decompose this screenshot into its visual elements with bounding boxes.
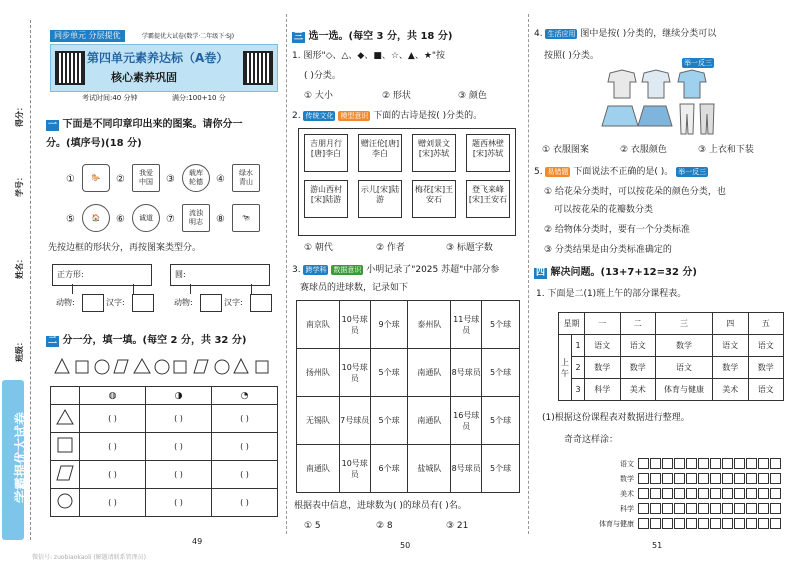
page-subtitle: 核心素养巩固 — [111, 71, 177, 84]
answer-box-circle[interactable] — [170, 264, 270, 286]
score-info: 满分:100+10 分 — [172, 94, 226, 102]
page-divider-1 — [286, 14, 287, 534]
q4-line — [534, 28, 716, 41]
cell: 10号球员 — [339, 445, 370, 493]
tally-label: 科学 — [620, 504, 634, 513]
q2-opt-2[interactable]: ② 作者 — [376, 243, 405, 253]
q4-label: 4. — [534, 29, 543, 39]
tally-label: 语文 — [620, 459, 634, 468]
poem-card: 吉朋月行[唐]李白 — [304, 134, 348, 172]
q2-text: 下面的古诗是按( )分类的。 — [373, 111, 483, 121]
cell: 5个球 — [482, 349, 520, 397]
seal-2: 我爱中国 — [132, 164, 160, 192]
q1-opt-3[interactable]: ③ 颜色 — [458, 91, 487, 101]
tally-label: 体育与健康 — [599, 519, 634, 528]
sec4-num: 四 — [536, 268, 546, 278]
sec4-text: 解决问题。(13+7+12=32 分) — [550, 267, 697, 278]
cell: 扬州队 — [297, 349, 340, 397]
cell: 语文 — [620, 335, 656, 357]
cell: 3 — [572, 379, 585, 401]
page-number-50: 50 — [400, 541, 411, 550]
page-title: 第四单元素养达标（A卷） — [87, 51, 229, 65]
page-51 — [532, 0, 794, 566]
sec4-title — [534, 266, 697, 279]
p1-sub: (1)根据这份课程表对数据进行整理。 — [542, 413, 690, 423]
q1-text2: ( )分类。 — [304, 71, 341, 81]
sec3-text: 选一选。(每空 3 分，共 18 分) — [308, 31, 453, 42]
poem-card: 题西林壁[宋]苏轼 — [466, 134, 510, 172]
sched-head-1: 一 — [585, 313, 621, 335]
box-circle-label: 圆: — [175, 270, 186, 279]
q5-opt-3[interactable]: ③ 分类结果是由分类标准确定的 — [544, 245, 672, 255]
page-number-51: 51 — [652, 541, 663, 550]
seal-num-6: ⑥ — [116, 214, 125, 225]
sub-animal-1: 动物: — [56, 298, 75, 307]
tally-row — [578, 456, 788, 471]
cell[interactable]: ( ) — [146, 461, 212, 489]
q3-opt-2[interactable]: ② 8 — [376, 521, 393, 531]
q2-badge-1: 传统文化 — [305, 112, 334, 120]
th-empty — [51, 387, 80, 405]
goals-table — [296, 300, 520, 493]
q4-badge: 生活应用 — [547, 30, 576, 38]
schedule-table — [558, 312, 784, 401]
seal-num-8: ⑧ — [216, 214, 225, 225]
watermark: 微信号: zuobiaokaoli (解题请联系管理员) — [32, 554, 147, 561]
seal-num-3: ③ — [166, 174, 175, 185]
q4-badge2 — [682, 50, 714, 69]
q2-opt-3[interactable]: ③ 标题字数 — [446, 243, 493, 253]
cell[interactable]: ( ) — [146, 433, 212, 461]
cell[interactable]: ( ) — [212, 405, 278, 433]
cell: 数学 — [585, 357, 621, 379]
seal-num-7: ⑦ — [166, 214, 175, 225]
q3-text2: 赛球员的进球数，记录如下 — [300, 283, 409, 293]
poem-card: 梅花[宋]王安石 — [412, 180, 456, 218]
brand-text: 学霸提优大试卷 — [14, 412, 30, 504]
cell: 南通队 — [408, 349, 451, 397]
q5-opt-1b: 可以按花朵的花瓣数分类 — [554, 205, 654, 215]
p1-text: 1. 下面是二(1)班上午的部分课程表。 — [536, 289, 687, 299]
cell[interactable]: ( ) — [212, 489, 278, 517]
tally-row — [578, 486, 788, 501]
tally-grid — [578, 456, 788, 531]
cell: 南通队 — [297, 445, 340, 493]
cell[interactable]: ( ) — [80, 433, 146, 461]
sched-head-2: 二 — [620, 313, 656, 335]
q5-label: 5. — [534, 167, 543, 177]
row-shape-circle — [51, 489, 80, 517]
cell: 16号球员 — [451, 397, 482, 445]
q3-line — [292, 264, 499, 277]
q3-text: 小明记录了"2025 苏超"中部分参 — [366, 265, 500, 275]
cell: 8号球员 — [451, 349, 482, 397]
page-divider-2 — [528, 14, 529, 534]
seal-num-5: ⑤ — [66, 214, 75, 225]
left-sidebar — [0, 0, 40, 566]
cell: 9个球 — [370, 301, 408, 349]
cell: 语文 — [585, 335, 621, 357]
cell: 无锡队 — [297, 397, 340, 445]
sec1-hint: 先按边框的形状分，再按图案类型分。 — [48, 243, 202, 253]
cell[interactable]: ( ) — [212, 433, 278, 461]
tally-label: 数学 — [620, 474, 634, 483]
sub-char-1-box[interactable] — [132, 294, 154, 312]
cell: 南京队 — [297, 301, 340, 349]
shapes-row — [52, 356, 278, 376]
cell: 数学 — [748, 357, 784, 379]
cell: 10号球员 — [339, 349, 370, 397]
box-square-label: 正方形: — [57, 270, 84, 279]
clothes-illustration — [600, 68, 720, 138]
score-label: 得分： — [15, 103, 24, 127]
seal-7: 流浊明志 — [182, 204, 210, 232]
q2-label: 2. — [292, 111, 301, 121]
cell: 1 — [572, 335, 585, 357]
q3-label: 3. — [292, 265, 301, 275]
sub-char-2: 汉字: — [224, 298, 243, 307]
top-tag: 同步单元 分层提优 — [50, 30, 125, 42]
cell: 数学 — [713, 357, 749, 379]
cell: 5个球 — [370, 349, 408, 397]
poem-card: 游山西村[宋]陆游 — [304, 180, 348, 218]
cell[interactable]: ( ) — [80, 489, 146, 517]
page-49 — [32, 0, 282, 566]
seal-5: 🏠 — [82, 204, 110, 232]
poem-card: 赠汪伦[唐]李白 — [358, 134, 402, 172]
cell: 10号球员 — [339, 301, 370, 349]
cell: 2 — [572, 357, 585, 379]
q4-opt-1[interactable]: ① 衣服图案 — [542, 145, 589, 155]
header-right: 学霸提优大试卷(数学·二年级下·SJ) — [142, 33, 235, 40]
shape-table — [50, 386, 278, 517]
sec1-title — [46, 118, 243, 131]
qr-code-left — [55, 51, 85, 85]
cell[interactable]: ( ) — [146, 489, 212, 517]
cell: 南通队 — [408, 397, 451, 445]
answer-box-square[interactable] — [52, 264, 152, 286]
cell: 体育与健康 — [656, 379, 713, 401]
cell[interactable]: ( ) — [80, 461, 146, 489]
cell: 盐城队 — [408, 445, 451, 493]
q5-text: 下面说法不正确的是( )。 — [573, 167, 674, 177]
cell: 5个球 — [482, 301, 520, 349]
cell[interactable]: ( ) — [212, 461, 278, 489]
cell: 数学 — [620, 357, 656, 379]
q5-line — [534, 166, 708, 179]
sched-head-5: 五 — [748, 313, 784, 335]
cell: 5个球 — [482, 397, 520, 445]
q5-opt-1[interactable]: ① 给花朵分类时，可以按花朵的颜色分类，也 — [544, 187, 726, 197]
cell: 数学 — [656, 335, 713, 357]
poem-card: 示儿[宋]陆游 — [358, 180, 402, 218]
sub-animal-1-box[interactable] — [82, 294, 104, 312]
sub-char-1: 汉字: — [106, 298, 125, 307]
sec1-text: 下面是不同印章印出来的图案。请你分一 — [62, 119, 243, 130]
tally-label: 美术 — [620, 489, 634, 498]
sec2-title — [46, 334, 246, 347]
q3-opt-3[interactable]: ③ 21 — [446, 521, 469, 531]
id-label: 学号： — [15, 173, 24, 197]
q2-opt-1[interactable]: ① 朝代 — [304, 243, 333, 253]
cell: 语文 — [748, 335, 784, 357]
cell: 语文 — [713, 335, 749, 357]
q4-badge2-tag: 举一反三 — [684, 59, 712, 67]
q5-badge: 易错题 — [547, 168, 569, 176]
sec3-title — [292, 30, 452, 43]
q5-badge2: 举一反三 — [678, 168, 707, 176]
q3-badge-2: 数据意识 — [333, 266, 362, 274]
q1-text: 1. 图形"◇、△、◆、■、☆、▲、★"按 — [292, 51, 446, 61]
cell: 语文 — [656, 357, 713, 379]
q2-badge-2: 模型意识 — [340, 112, 369, 120]
branch-lines — [72, 284, 134, 294]
sec2-num: 二 — [48, 336, 58, 346]
row-shape-triangle — [51, 405, 80, 433]
q3-opt-1[interactable]: ① 5 — [304, 521, 321, 531]
seal-6: 诚道 — [132, 204, 160, 232]
sched-head-4: 四 — [713, 313, 749, 335]
poem-card: 赠刘景文[宋]苏轼 — [412, 134, 456, 172]
time-info: 考试时间:40 分钟 — [82, 94, 138, 102]
q4-opt-3[interactable]: ③ 上衣和下装 — [698, 145, 754, 155]
cell: 语文 — [748, 379, 784, 401]
poem-grid — [304, 134, 510, 218]
title-banner — [50, 44, 278, 92]
p1-sub2: 奇奇这样涂： — [564, 435, 619, 445]
branch-lines-r — [190, 284, 252, 294]
tally-row — [578, 501, 788, 516]
cell: 5个球 — [370, 397, 408, 445]
cell[interactable]: ( ) — [146, 405, 212, 433]
q3-badge-1: 跨学科 — [305, 266, 327, 274]
seal-3: 载库轮德 — [182, 164, 210, 192]
tally-row — [578, 516, 788, 531]
q4-text2: 按照( )分类。 — [544, 51, 599, 61]
cell: 8号球员 — [451, 445, 482, 493]
sched-head-3: 三 — [656, 313, 713, 335]
q5-opt-2[interactable]: ② 给物体分类时，要有一个分类标准 — [544, 225, 690, 235]
q2-line — [292, 110, 482, 123]
th-icon-1: ◍ — [80, 387, 146, 405]
q1-opt-1[interactable]: ① 大小 — [304, 91, 333, 101]
sub-animal-2: 动物: — [174, 298, 193, 307]
qr-code-right — [243, 51, 273, 85]
page-number-49: 49 — [192, 537, 203, 546]
name-label: 姓名： — [15, 255, 24, 279]
th-icon-2: ◑ — [146, 387, 212, 405]
poem-card: 登飞来峰[宋]王安石 — [466, 180, 510, 218]
sec3-num: 三 — [294, 32, 304, 42]
row-shape-parallelogram — [51, 461, 80, 489]
seal-8: 🐄 — [232, 204, 260, 232]
th-icon-3: ◔ — [212, 387, 278, 405]
q1-opt-2[interactable]: ② 形状 — [382, 91, 411, 101]
q4-opt-2[interactable]: ② 衣服颜色 — [620, 145, 667, 155]
q3-ask: 根据表中信息，进球数为( )的球员有( )名。 — [294, 501, 467, 511]
class-label: 班级： — [15, 338, 24, 362]
seal-num-1: ① — [66, 174, 75, 185]
row-shape-square — [51, 433, 80, 461]
page-50 — [290, 0, 526, 566]
sec1-title2: 分。(填序号)(18 分) — [46, 138, 142, 149]
cell: 6个球 — [370, 445, 408, 493]
cell[interactable]: ( ) — [80, 405, 146, 433]
sub-animal-2-box[interactable] — [200, 294, 222, 312]
sub-char-2-box[interactable] — [250, 294, 272, 312]
seal-num-4: ④ — [216, 174, 225, 185]
sched-head-0: 星期 — [559, 313, 585, 335]
cell: 泰州队 — [408, 301, 451, 349]
sidebar-line — [30, 20, 31, 540]
cell: 7号球员 — [339, 397, 370, 445]
sched-side: 上午 — [559, 335, 572, 401]
cell: 5个球 — [482, 445, 520, 493]
sec1-num: 一 — [48, 120, 58, 130]
cell: 科学 — [585, 379, 621, 401]
q4-text: 图中是按( )分类的，继续分类可以 — [580, 29, 717, 39]
cell: 美术 — [713, 379, 749, 401]
seal-1: 🐎 — [82, 164, 110, 192]
seal-num-2: ② — [116, 174, 125, 185]
cell: 美术 — [620, 379, 656, 401]
seal-4: 绿水青山 — [232, 164, 260, 192]
cell: 11号球员 — [451, 301, 482, 349]
sec2-text: 分一分，填一填。(每空 2 分，共 32 分) — [62, 335, 247, 346]
tally-row — [578, 471, 788, 486]
